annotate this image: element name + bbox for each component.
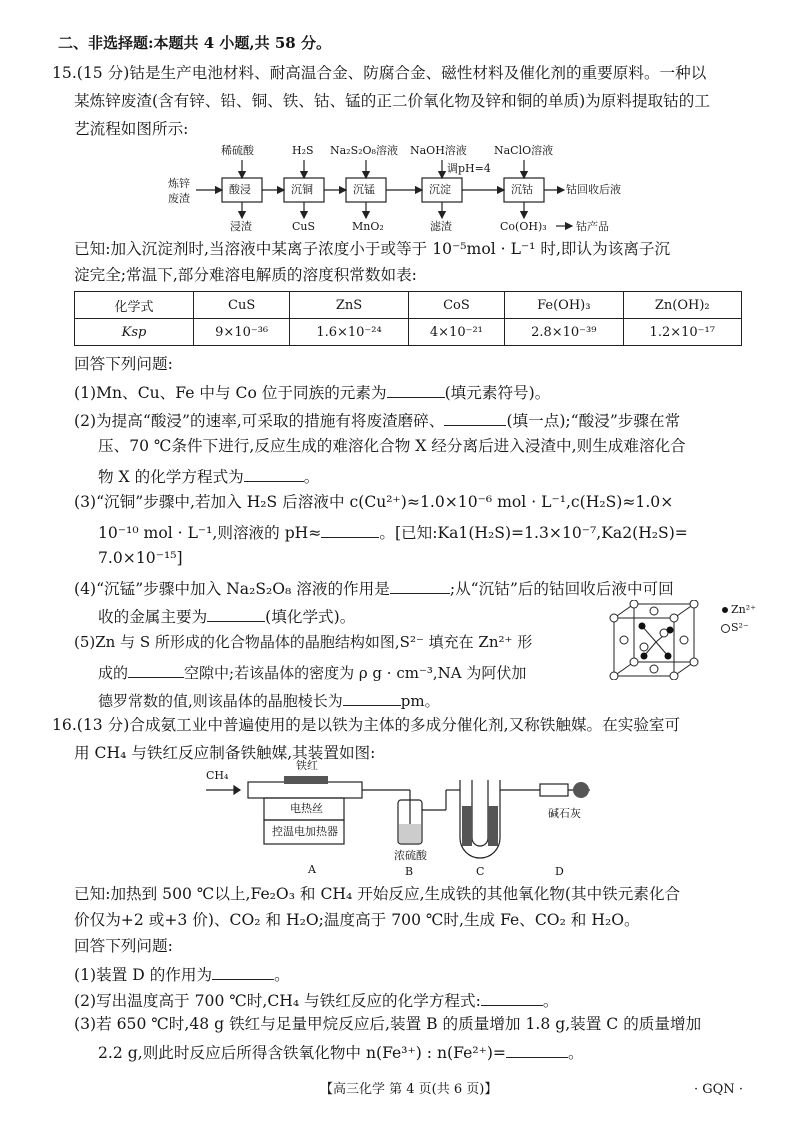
answer-blank[interactable] — [212, 965, 274, 980]
table-header-cell: ZnS — [290, 292, 408, 319]
output-final-liquid: 钴回收后液 — [566, 183, 621, 196]
reagent-h2s: H₂S — [292, 144, 314, 157]
reagent-na2s2o8: Na₂S₂O₈溶液 — [330, 144, 398, 157]
label-soda-lime: 碱石灰 — [548, 807, 581, 820]
label-ch4: CH₄ — [206, 769, 229, 782]
q15-intro-line-2: 某炼锌废渣(含有锌、铅、铜、铁、钴、锰的正二价氧化物及锌和铜的单质)为原料提取钴的工 — [74, 92, 710, 110]
label-heater: 控温电加热器 — [272, 825, 338, 838]
feed-label-1: 炼锌 — [168, 177, 190, 190]
output-cus: CuS — [292, 220, 316, 233]
label-heating-wire: 电热丝 — [290, 802, 323, 815]
q15-answer-prompt: 回答下列问题: — [74, 355, 173, 373]
q15-question-3-end: 7.0×10⁻¹⁵] — [98, 549, 183, 567]
answer-blank[interactable] — [481, 991, 543, 1006]
q16-intro-line-1: 16.(13 分)合成氨工业中普遍使用的是以铁为主体的多成分催化剂,又称铁触媒。在实验室可 — [52, 716, 681, 734]
legend-zn-label: Zn²⁺ — [731, 603, 756, 616]
step-mn-precip: 沉锰 — [353, 183, 375, 196]
section-header: 二、非选择题:本题共 4 小题,共 58 分。 — [58, 34, 331, 52]
label-d: D — [555, 865, 564, 878]
q15-question-5-cont: 成的 空隙中;若该晶体的密度为 ρ g · cm⁻³,NA 为阿伏加 — [98, 664, 527, 682]
table-header-cell: Fe(OH)₃ — [505, 292, 623, 319]
output-co-product: 钴产品 — [576, 220, 609, 233]
output-filter-residue: 滤渣 — [430, 220, 452, 233]
q16-question-3: (3)若 650 ℃时,48 g 铁红与足量甲烷反应后,装置 B 的质量增加 1.8 g,装置 C 的质量增加 — [74, 1015, 702, 1033]
q15-question-5: (5)Zn 与 S 所形成的化合物晶体的晶胞结构如图,S²⁻ 填充在 Zn²⁺ 形 — [74, 633, 533, 651]
q16-known-line-1: 已知:加热到 500 ℃以上,Fe₂O₃ 和 CH₄ 开始反应,生成铁的其他氧化物(其中铁元素化合 — [74, 885, 681, 903]
q15-intro-line-1: 15.(15 分)钴是生产电池材料、耐高温合金、防腐合金、磁性材料及催化剂的重要原料。一种以 — [52, 64, 707, 82]
q16-known-line-2: 价仅为+2 或+3 价)、CO₂ 和 H₂O;温度高于 700 ℃时,生成 Fe、CO₂ 和 H₂O。 — [74, 911, 640, 929]
step-co-precip: 沉钴 — [511, 183, 533, 196]
legend-s-label: S²⁻ — [731, 621, 749, 634]
table-cell: 9×10⁻³⁶ — [194, 319, 290, 346]
q15-question-5-end: 德罗常数的值,则该晶体的晶胞棱长为 pm。 — [98, 692, 440, 710]
table-header-cell: CoS — [408, 292, 504, 319]
q15-known-line-1: 已知:加入沉淀剂时,当溶液中某离子浓度小于或等于 10⁻⁵mol · L⁻¹ 时,即认为该离子沉 — [74, 240, 671, 258]
output-mno2: MnO₂ — [352, 220, 384, 233]
q15-question-2-end: 物 X 的化学方程式为 。 — [98, 468, 320, 486]
reagent-naoh: NaOH溶液 — [410, 144, 467, 157]
feed-label-2: 废渣 — [168, 192, 190, 205]
q15-intro-line-3: 艺流程如图所示: — [74, 120, 189, 138]
q15-question-3: (3)“沉铜”步骤中,若加入 H₂S 后溶液中 c(Cu²⁺)≈1.0×10⁻⁶ mol · L⁻¹,c(H₂S)≈1.0× — [74, 493, 674, 511]
q15-question-2: (2)为提高“酸浸”的速率,可采取的措施有将废渣磨碎、 (填一点);“酸浸”步骤在常 — [74, 412, 681, 430]
reagent-ph: 调pH=4 — [447, 162, 491, 175]
q16-answer-prompt: 回答下列问题: — [74, 937, 173, 955]
q16-question-1: (1)装置 D 的作用为 。 — [74, 966, 290, 984]
table-header-cell: Zn(OH)₂ — [623, 292, 742, 319]
reagent-sulfuric-acid: 稀硫酸 — [221, 144, 254, 157]
table-header-cell: 化学式 — [75, 292, 194, 319]
reagent-naclo: NaClO溶液 — [494, 144, 554, 157]
q16-question-2: (2)写出温度高于 700 ℃时,CH₄ 与铁红反应的化学方程式: 。 — [74, 992, 559, 1010]
page-footer: 【高三化学 第 4 页(共 6 页)】 — [320, 1082, 498, 1097]
q16-question-3-cont: 2.2 g,则此时反应后所得含铁氧化物中 n(Fe³⁺) : n(Fe²⁺)= 。 — [98, 1044, 584, 1062]
answer-blank[interactable] — [506, 1043, 568, 1058]
footer-code: · GQN · — [694, 1082, 743, 1097]
step-precip: 沉淀 — [429, 183, 451, 196]
step-acid-leach: 酸浸 — [229, 183, 251, 196]
table-cell: 4×10⁻²¹ — [408, 319, 504, 346]
label-b: B — [405, 865, 414, 878]
label-conc-h2so4: 浓硫酸 — [394, 849, 427, 862]
output-cooh3: Co(OH)₃ — [500, 220, 547, 233]
step-cu-precip: 沉铜 — [291, 183, 313, 196]
label-c: C — [476, 865, 485, 878]
table-cell: 2.8×10⁻³⁹ — [505, 319, 623, 346]
q15-question-3-cont: 10⁻¹⁰ mol · L⁻¹,则溶液的 pH≈ 。[已知:Ka1(H₂S)=1.3×10⁻⁷,Ka2(H₂S)= — [98, 524, 688, 542]
label-iron-red: 铁红 — [296, 759, 318, 772]
output-leach-residue: 浸渣 — [230, 220, 252, 233]
q16-intro-line-2: 用 CH₄ 与铁红反应制备铁触媒,其装置如图: — [74, 744, 376, 762]
table-cell: 1.6×10⁻²⁴ — [290, 319, 408, 346]
q15-question-4-cont: 收的金属主要为 (填化学式)。 — [98, 608, 356, 626]
q15-known-line-2: 淀完全;常温下,部分难溶电解质的溶度积常数如表: — [74, 266, 417, 284]
q15-question-4: (4)“沉锰”步骤中加入 Na₂S₂O₈ 溶液的作用是 ;从“沉钴”后的钴回收后液中可回 — [74, 580, 674, 598]
table-cell: 1.2×10⁻¹⁷ — [623, 319, 742, 346]
table-header-cell: CuS — [194, 292, 290, 319]
label-a: A — [308, 863, 316, 876]
table-row-label: Ksp — [75, 319, 194, 346]
q15-question-2-cont: 压、70 ℃条件下进行,反应生成的难溶化合物 X 经分离后进入浸渣中,则生成难溶化合 — [98, 437, 686, 455]
q15-question-1: (1)Mn、Cu、Fe 中与 Co 位于同族的元素为 (填元素符号)。 — [74, 384, 551, 402]
